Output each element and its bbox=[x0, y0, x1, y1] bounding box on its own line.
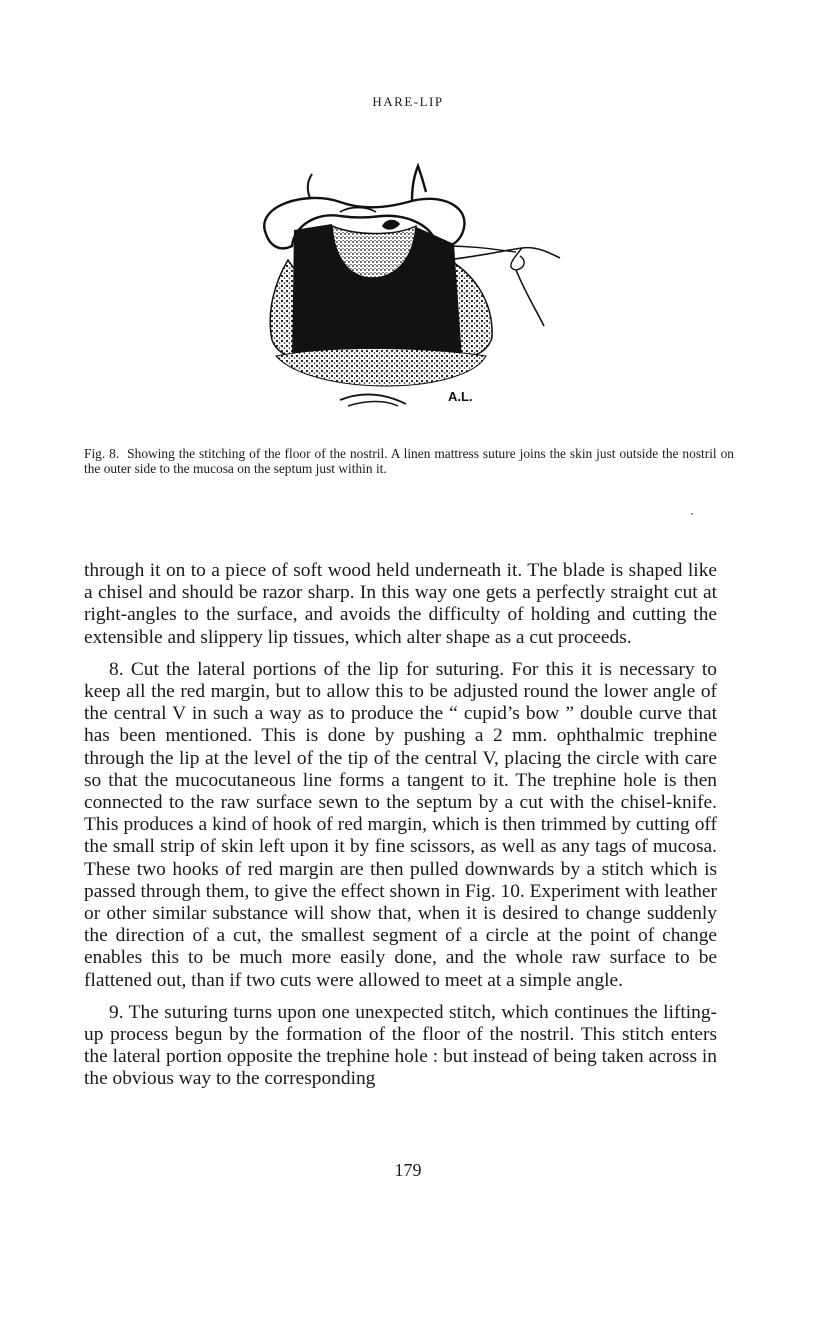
figure-caption bbox=[84, 446, 734, 476]
suture-thread bbox=[446, 248, 560, 260]
red-margin bbox=[276, 349, 486, 387]
figure-number: Fig. 8. bbox=[84, 446, 120, 461]
figure-caption-text: Showing the stitching of the floor of the nostril. A linen mattress suture joins the skin just outside the nostril on the outer side to the mucosa on the septum just within it. bbox=[84, 446, 734, 476]
paragraph-step-9: 9. The suturing turns upon one unexpected stitch, which continues the lifting-up process begun by the formation of the floor of the nostril. This stitch enters the lateral portion opposite the trephine hole : but instead of being taken across in the obvious way to the corresponding bbox=[84, 1001, 717, 1090]
page-number: 179 bbox=[394, 1160, 422, 1180]
paragraph-step-8: 8. Cut the lateral portions of the lip for suturing. For this it is necessary to keep all the red margin, but to allow this to be adjusted round the lower angle of the central V in such a way as to produce the “ cupid’s bow ” double curve that has been mentioned. This is done by pushing a 2 mm. ophthalmic trephine through the lip at the level of the tip of the central V, placing the circle with care so that the mucocutaneous line forms a tangent to it. The trephine hole is then connected to the raw surface sewn to the septum by a cut with the chisel-knife. This produces a kind of hook of red margin, which is then trimmed by cutting off the small strip of skin left upon it by fine scissors, as well as any tags of mucosa. These two hooks of red margin are then pulled downwards by a stitch which is passed through them, to give the effect shown in Fig. 10. Experiment with leather or other similar substance will show that, when it is desired to change suddenly the direction of a cut, the smallest segment of a circle at the point of change enables this to be much more easily done, and the whole raw surface to be flattened out, than if two cuts were allowed to meet at a simple angle. bbox=[84, 658, 717, 991]
print-speck bbox=[691, 513, 693, 515]
running-head: HARE-LIP bbox=[372, 94, 444, 109]
figure-illustration bbox=[236, 160, 576, 418]
paragraph-continuation: through it on to a piece of soft wood held underneath it. The blade is shaped like a chisel and should be razor sharp. In this way one gets a perfectly straight cut at right-angles to the surface, and avoids the difficulty of holding and cutting the extensible and slippery lip tissues, which alter shape as a cut proceeds. bbox=[84, 560, 717, 648]
right-retractor-hook bbox=[412, 166, 426, 200]
body-text bbox=[84, 560, 717, 1101]
artist-initials: A.L. bbox=[448, 389, 473, 404]
left-retractor-hook bbox=[308, 174, 312, 198]
